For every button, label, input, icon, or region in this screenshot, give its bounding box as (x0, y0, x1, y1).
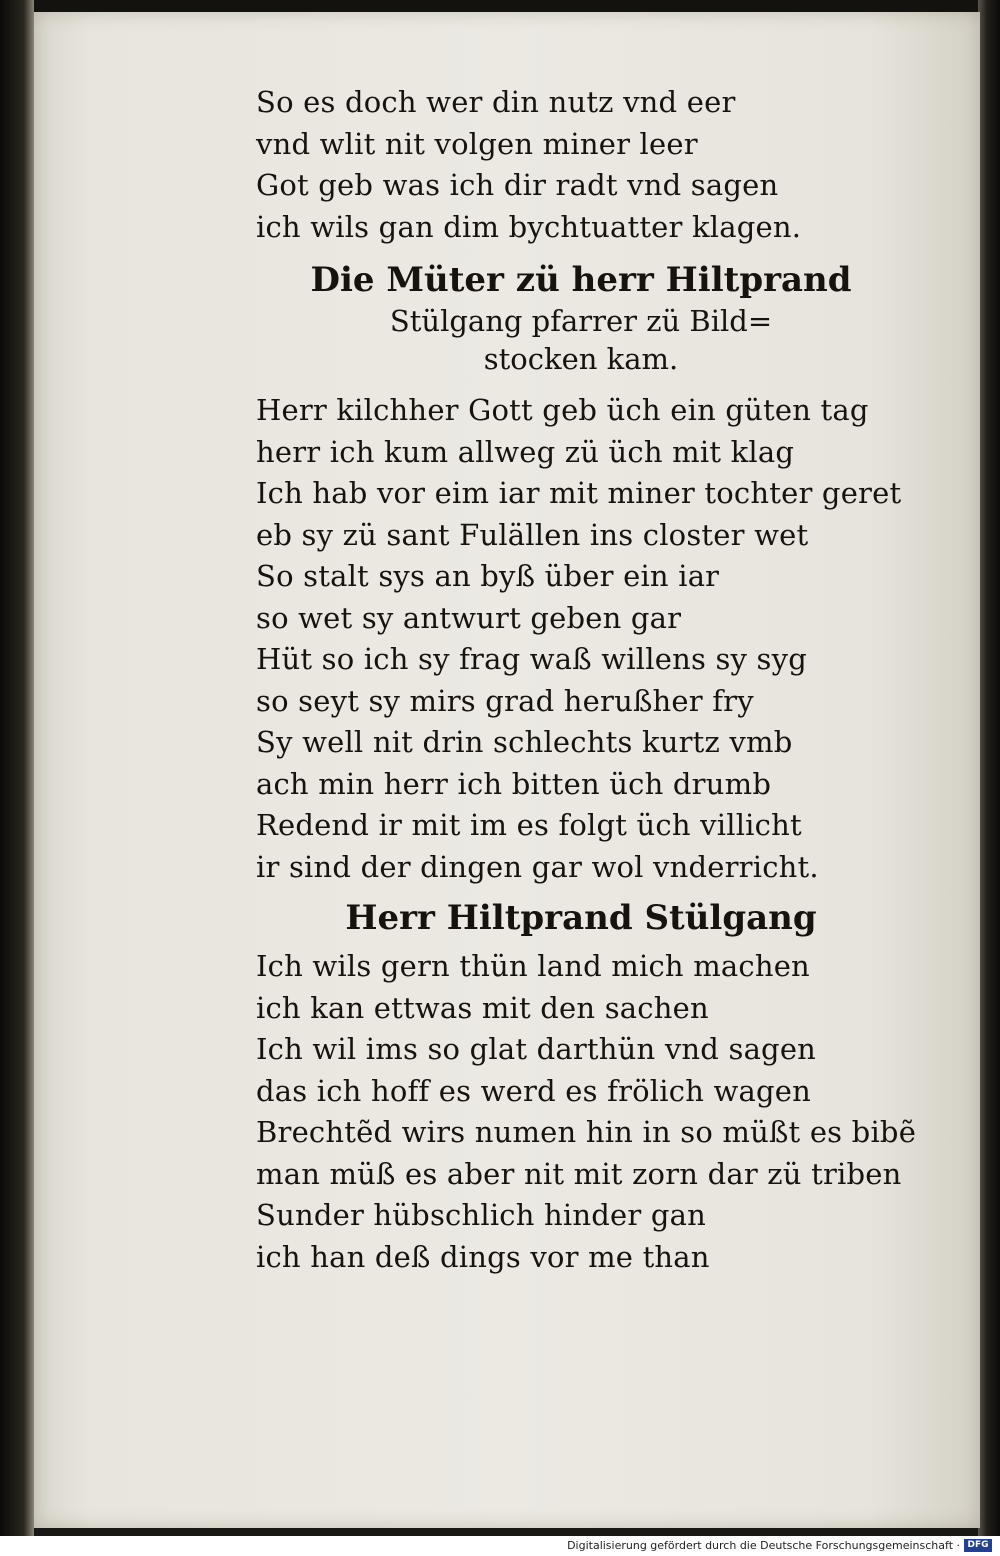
verse-line: so wet sy antwurt geben gar (256, 600, 682, 635)
page-edge-right (978, 0, 1000, 1536)
verse-line: Ich hab vor eim iar mit miner tochter geret (256, 476, 902, 510)
page-text (256, 82, 956, 1278)
verse-line: Redend ir mit im es folgt üch villicht (256, 808, 802, 842)
digitization-footer (0, 1536, 1000, 1556)
verse-line: ach min herr ich bitten üch drumb (256, 766, 772, 801)
verse-line: ich wils gan dim bychtuatter klagen. (256, 209, 802, 244)
funding-credit: Digitalisierung gefördert durch die Deutsche Forschungsgemeinschaft · (567, 1539, 960, 1552)
verse-line: eb sy zü sant Fulällen ins closter wet (256, 517, 809, 552)
verse-line: ich kan ettwas mit den sachen (256, 990, 709, 1025)
verse-line: so seyt sy mirs grad herußher fry (256, 683, 754, 718)
verse-block-1 (256, 82, 956, 248)
verse-line: Ich wil ims so glat darthün vnd sagen (256, 1032, 817, 1066)
verse-line: So es doch wer din nutz vnd eer (256, 85, 736, 119)
verse-line: ir sind der dingen gar wol vnderricht. (256, 849, 819, 884)
verse-line: Got geb was ich dir radt vnd sagen (256, 168, 779, 202)
verse-line: Herr kilchher Gott geb üch ein güten tag (256, 393, 869, 427)
verse-line: Ich wils gern thün land mich machen (256, 949, 810, 983)
verse-line: Brechtẽd wirs numen hin in so müßt es bibẽ (256, 1115, 917, 1149)
book-spine-edge (0, 0, 34, 1536)
section-subheading-line-1: Stülgang pfarrer zü Bild= (389, 304, 773, 338)
section-heading-2: Herr Hiltprand Stülgang (345, 898, 817, 938)
verse-line: Sy well nit drin schlechts kurtz vmb (256, 725, 793, 759)
verse-block-2 (256, 390, 956, 888)
section-heading-1: Die Müter zü herr Hiltprand (310, 260, 852, 300)
section-subheading-line-2: stocken kam. (483, 342, 679, 376)
verse-line: man müß es aber nit mit zorn dar zü triben (256, 1156, 902, 1191)
verse-line: Hüt so ich sy frag waß willens sy syg (256, 642, 807, 676)
verse-line: vnd wlit nit volgen miner leer (256, 126, 698, 161)
verse-line: ich han deß dings vor me than (256, 1239, 710, 1274)
verse-line: So stalt sys an byß über ein iar (256, 559, 720, 593)
verse-line: das ich hoff es werd es frölich wagen (256, 1073, 812, 1108)
verse-block-3 (256, 946, 956, 1278)
verse-line: Sunder hübschlich hinder gan (256, 1198, 707, 1232)
dfg-logo-icon: DFG (964, 1539, 992, 1552)
verse-line: herr ich kum allweg zü üch mit klag (256, 434, 795, 469)
